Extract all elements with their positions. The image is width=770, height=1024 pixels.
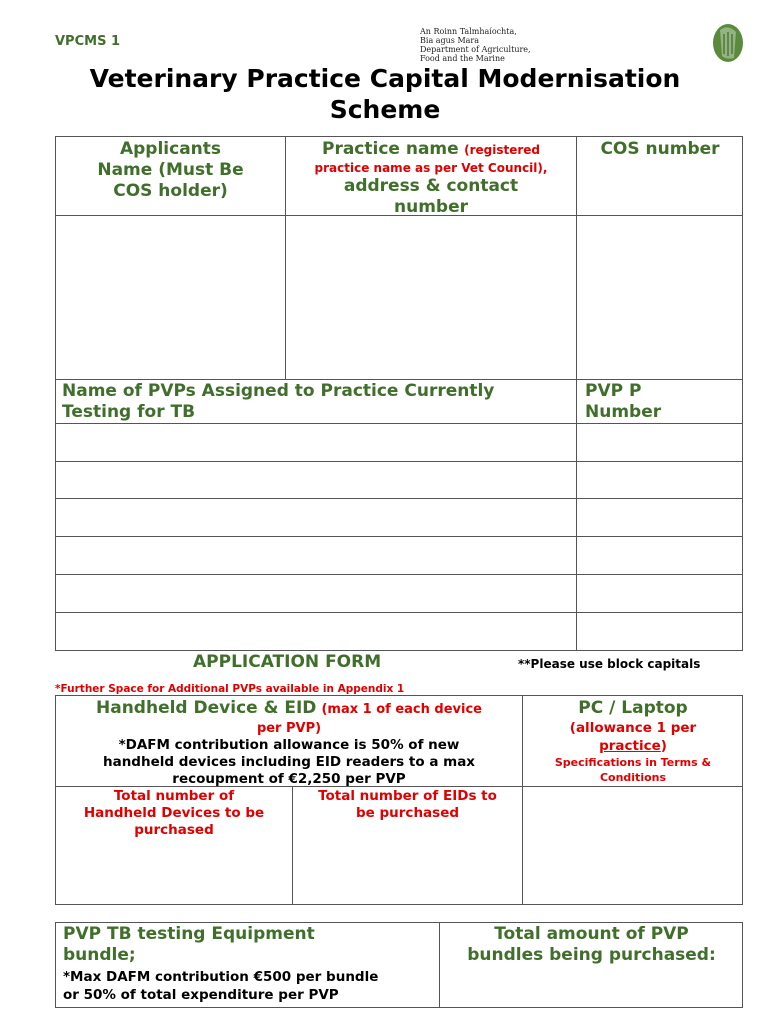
dept-line-2: Bia agus Mara	[420, 36, 479, 45]
total-handheld-label	[56, 788, 292, 839]
title-line-2: Scheme	[329, 95, 441, 124]
col1-line-3: COS holder)	[113, 181, 228, 201]
department-name	[420, 27, 531, 63]
pc-laptop-field[interactable]	[523, 787, 742, 904]
number-label: number	[393, 197, 468, 217]
handheld-count-field[interactable]	[56, 840, 292, 904]
contribution-line-3: recoupment of €2,250 per PVP	[172, 771, 406, 787]
pc-spec-line-1: Specifications in Terms &	[554, 756, 712, 769]
bundle-total-line-1: Total amount of PVP	[494, 924, 689, 944]
bundle-total-line-2: bundles being purchased:	[467, 945, 716, 965]
bundle-total-field[interactable]	[440, 968, 742, 1007]
total-eid-line-1: Total number of EIDs to	[318, 788, 497, 804]
bundle-header	[63, 924, 435, 1004]
handheld-header	[56, 697, 522, 788]
dept-line-3: Department of Agriculture,	[420, 45, 531, 54]
practice-name-label: Practice name	[321, 139, 459, 159]
practice-details-field[interactable]	[286, 216, 575, 379]
pvp-name-row-1[interactable]	[56, 424, 576, 461]
page-title	[40, 63, 730, 125]
bundle-note-line-1: *Max DAFM contribution €500 per bundle	[63, 969, 379, 985]
pvp-name-row-5[interactable]	[56, 575, 576, 612]
pc-allowance-close: )	[660, 738, 667, 754]
bundle-total-label	[440, 924, 743, 966]
block-capitals-note: **Please use block capitals	[518, 657, 701, 671]
contribution-line-2: handheld devices including EID readers to a max	[102, 754, 476, 770]
total-handheld-line-3: purchased	[134, 822, 214, 838]
total-eid-label	[293, 788, 522, 822]
pvp-name-row-3[interactable]	[56, 499, 576, 536]
title-line-1: Veterinary Practice Capital Modernisation	[89, 64, 681, 93]
col1-line-2: Name (Must Be	[97, 160, 244, 180]
bundle-title-line-2: bundle;	[63, 945, 136, 965]
col1-line-1: Applicants	[119, 139, 222, 159]
pvp-name-row-2[interactable]	[56, 462, 576, 498]
contribution-line-1: *DAFM contribution allowance is 50% of new	[118, 737, 460, 753]
pvp-names-header	[62, 381, 494, 423]
handheld-title: Handheld Device & EID	[96, 698, 317, 718]
pvp-header-line-2: Testing for TB	[62, 402, 196, 422]
harp-icon	[710, 22, 746, 64]
pc-laptop-title: PC / Laptop	[578, 698, 688, 718]
pc-laptop-header	[523, 698, 743, 785]
vet-council-note: practice name as per Vet Council),	[314, 161, 548, 175]
pvp-number-header	[585, 381, 661, 423]
dept-line-4: Food and the Marine	[420, 54, 505, 63]
application-form-label: APPLICATION FORM	[193, 652, 382, 672]
total-eid-line-2: be purchased	[355, 805, 460, 821]
pvp-p-label: PVP P	[585, 381, 642, 401]
bundle-title-line-1: PVP TB testing Equipment	[63, 924, 315, 944]
pc-allowance-practice: practice	[599, 738, 661, 754]
bundle-note-line-2: or 50% of total expenditure per PVP	[63, 987, 339, 1003]
dept-line-1: An Roinn Talmhaíochta,	[420, 27, 517, 36]
further-space-note: *Further Space for Additional PVPs available in Appendix 1	[55, 683, 405, 695]
total-handheld-line-1: Total number of	[113, 788, 235, 804]
pvp-number-label: Number	[585, 402, 662, 422]
pvp-name-row-4[interactable]	[56, 537, 576, 574]
per-pvp-note: per PVP)	[256, 721, 322, 736]
total-handheld-line-2: Handheld Devices to be	[83, 805, 265, 821]
pvp-name-row-6[interactable]	[56, 613, 576, 650]
practice-name-header	[286, 139, 576, 218]
applicant-name-field[interactable]	[56, 216, 284, 379]
cos-number-field[interactable]	[577, 216, 742, 379]
pvp-header-line-1: Name of PVPs Assigned to Practice Currently	[62, 381, 495, 401]
applicant-name-header	[56, 139, 285, 202]
pc-spec-line-2: Conditions	[599, 771, 667, 784]
cos-number-header: COS number	[600, 139, 720, 159]
address-contact-label: address & contact	[343, 176, 519, 196]
registered-note: (registered	[464, 143, 541, 157]
form-code: VPCMS 1	[55, 34, 120, 49]
handheld-max-note: (max 1 of each device	[321, 702, 482, 717]
eid-count-field[interactable]	[293, 826, 522, 904]
pc-allowance-line-1: (allowance 1 per	[569, 720, 697, 736]
